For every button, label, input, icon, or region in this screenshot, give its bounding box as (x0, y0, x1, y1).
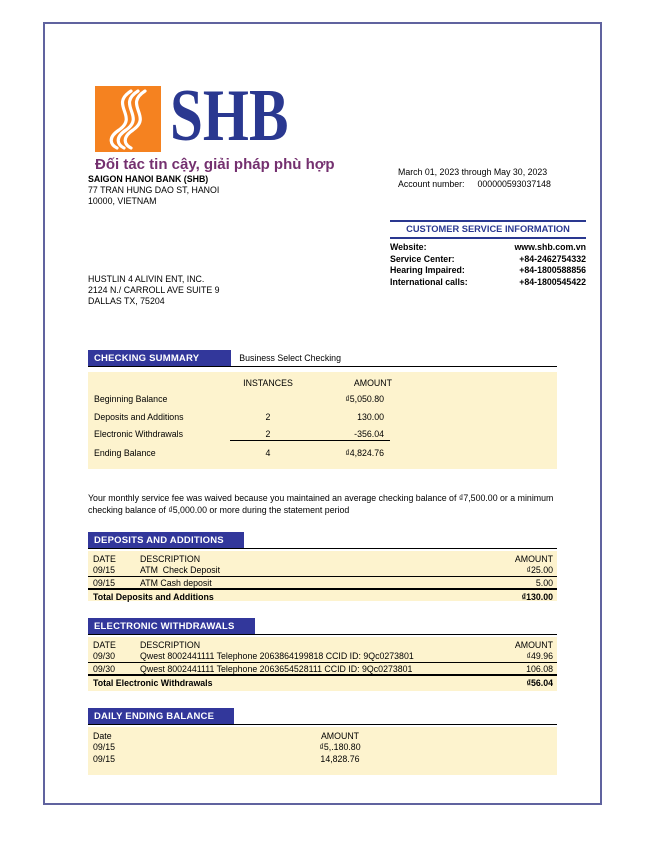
brand-tagline: Đối tác tin cậy, giải pháp phù hợp (95, 156, 335, 173)
statement-period-block (398, 167, 551, 190)
summary-row-amount: -356.04 (354, 429, 384, 439)
summary-subtotal-rule (230, 440, 390, 441)
account-number-row (398, 179, 551, 191)
col-header-amount: AMOUNT (353, 378, 392, 388)
col-header-date: DATE (93, 553, 116, 564)
col-header-amount: AMOUNT (514, 639, 553, 650)
summary-row-amount: 130.00 (357, 412, 384, 422)
cell-date: 09/15 (93, 577, 116, 588)
cell-date: 09/30 (93, 663, 116, 674)
fee-waiver-note: Your monthly service fee was waived because you maintained an average checking balance of ₫7,500.00 or a minimum checking balance of ₫5,000.00 or more during the statement period (88, 493, 554, 515)
col-header-amount: AMOUNT (320, 730, 360, 741)
customer-service-row (390, 254, 586, 266)
cell-amount: ₫5,.180.80 (319, 742, 361, 753)
bank-address (88, 174, 219, 207)
checking-summary-table (88, 372, 557, 469)
summary-row-label: Electronic Withdrawals (94, 429, 183, 439)
cs-label: International calls: (390, 276, 468, 287)
withdrawals-header (88, 618, 557, 635)
cs-value-phone: +84-2462754332 (519, 253, 586, 264)
summary-row-label: Beginning Balance (94, 394, 168, 404)
summary-row-label: Deposits and Additions (94, 412, 184, 422)
col-header-date: DATE (93, 639, 116, 650)
table-row (88, 577, 557, 590)
recipient-city: DALLAS TX, 75204 (88, 296, 165, 306)
daily-balance-col-headers (88, 730, 557, 742)
bank-city: 10000, VIETNAM (88, 196, 157, 206)
cell-description: ATM Cash deposit (140, 577, 212, 588)
account-number-label: Account number: (398, 178, 465, 189)
cell-amount: 14,828.76 (320, 753, 360, 764)
table-row (88, 663, 557, 676)
customer-service-rows (390, 239, 586, 288)
cell-description: Qwest 8002441111 Telephone 2063864199818 CCID ID: 9Qc0273801 (140, 651, 414, 662)
account-number-value: 000000593037148 (477, 178, 551, 189)
cell-date: 09/15 (93, 742, 116, 753)
col-header-instances: INSTANCES (243, 378, 293, 388)
cs-label: Website: (390, 242, 427, 252)
cell-amount: 5.00 (535, 577, 553, 588)
cell-date: 09/30 (93, 651, 116, 662)
withdrawals-table (88, 637, 557, 691)
checking-summary-subtitle: Business Select Checking (239, 353, 341, 363)
customer-service-row (390, 242, 586, 254)
cell-amount: ₫49.96 (526, 651, 553, 662)
summary-row-instances: 4 (265, 448, 271, 458)
withdrawals-col-headers (88, 639, 557, 651)
table-row (88, 742, 557, 754)
withdrawals-total-row (88, 676, 557, 690)
recipient-address (88, 274, 220, 307)
recipient-street: 2124 N./ CARROLL AVE SUITE 9 (88, 285, 220, 295)
customer-service-title: CUSTOMER SERVICE INFORMATION (390, 220, 586, 239)
checking-summary-header (88, 350, 557, 367)
summary-row-instances: 2 (265, 429, 271, 439)
customer-service-row (390, 265, 586, 277)
cs-value-phone: +84-1800588856 (519, 265, 586, 275)
customer-service-row (390, 277, 586, 289)
daily-balance-title: DAILY ENDING BALANCE (88, 708, 234, 724)
total-amount: ₫130.00 (521, 591, 553, 602)
deposits-table (88, 551, 557, 601)
table-row (88, 651, 557, 664)
cs-value-phone: +84-1800545422 (519, 276, 586, 287)
total-label: Total Deposits and Additions (93, 591, 214, 602)
cs-value-website: www.shb.com.vn (514, 242, 586, 252)
cs-label: Service Center: (390, 253, 455, 264)
col-header-date: Date (93, 730, 112, 741)
summary-row-amount: ₫4,824.76 (345, 448, 384, 458)
daily-balance-table (88, 727, 557, 775)
bank-street: 77 TRAN HUNG DAO ST, HANOI (88, 185, 220, 195)
summary-row-label: Ending Balance (94, 448, 156, 458)
bank-name: SAIGON HANOI BANK (SHB) (88, 174, 209, 184)
table-row (88, 565, 557, 578)
cell-description: Qwest 8002441111 Telephone 2063654528111 CCID ID: 9Qc0273801 (140, 663, 413, 674)
col-header-amount: AMOUNT (514, 553, 553, 564)
statement-period: March 01, 2023 through May 30, 2023 (398, 167, 548, 177)
daily-balance-header (88, 708, 557, 725)
recipient-name: HUSTLIN 4 ALIVIN ENT, INC. (88, 274, 205, 284)
deposits-title: DEPOSITS AND ADDITIONS (88, 532, 244, 548)
total-amount: ₫56.04 (526, 677, 553, 688)
shb-logo-mark-icon (95, 86, 161, 152)
deposits-total-row (88, 590, 557, 604)
deposits-col-headers (88, 553, 557, 565)
summary-row-instances: 2 (265, 412, 271, 422)
cell-date: 09/15 (93, 565, 116, 576)
col-header-description: DESCRIPTION (140, 639, 201, 650)
cell-description: ATM Check Deposit (140, 565, 221, 576)
checking-summary-title: CHECKING SUMMARY (88, 350, 231, 366)
cell-amount: 106.08 (526, 663, 553, 674)
withdrawals-title: ELECTRONIC WITHDRAWALS (88, 618, 255, 634)
brand-wordmark: SHB (170, 75, 289, 157)
col-header-description: DESCRIPTION (140, 553, 201, 564)
customer-service-box (390, 220, 586, 288)
deposits-header (88, 532, 557, 549)
cell-date: 09/15 (93, 753, 116, 764)
total-label: Total Electronic Withdrawals (93, 677, 213, 688)
table-row (88, 753, 557, 765)
shb-logo-icon (95, 86, 161, 152)
summary-row-amount: ₫5,050.80 (345, 394, 384, 404)
cell-amount: ₫25.00 (526, 565, 553, 576)
cs-label: Hearing Impaired: (390, 265, 465, 275)
